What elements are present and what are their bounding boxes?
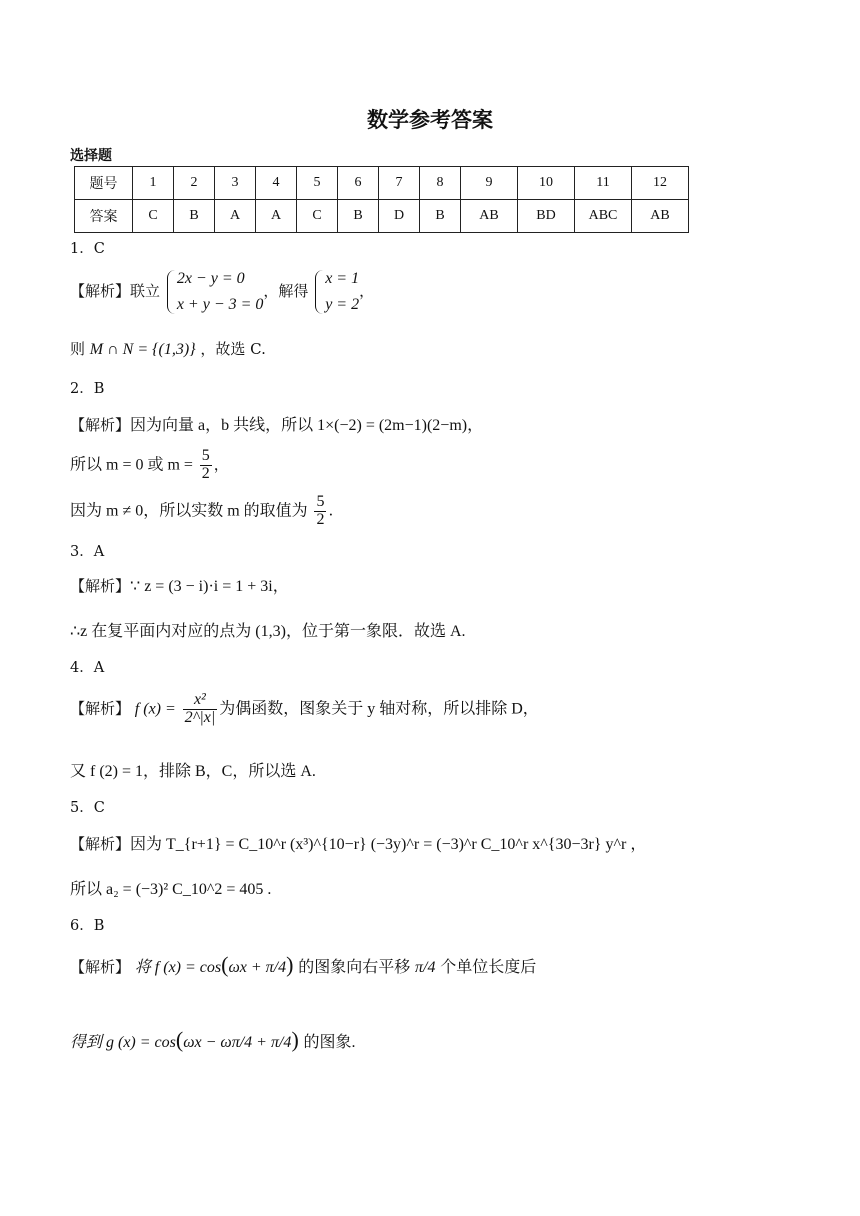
solution-label: 【解析】 bbox=[70, 416, 131, 434]
solution-label: 【解析】 bbox=[70, 835, 131, 853]
solution-system: x = 1 y = 2 bbox=[313, 266, 359, 318]
table-cell-number: 8 bbox=[420, 167, 461, 200]
question-6-heading: 6．B bbox=[70, 918, 105, 934]
table-cell-number: 1 bbox=[133, 167, 174, 200]
math-expression: M ∩ N = {(1,3)} bbox=[89, 341, 196, 358]
table-cell-answer: D bbox=[379, 200, 420, 233]
table-cell-number: 7 bbox=[379, 167, 420, 200]
table-row-answers bbox=[75, 200, 689, 233]
table-cell-answer: AB bbox=[461, 200, 518, 233]
question-3-heading: 3．A bbox=[70, 544, 105, 560]
question-6-solution-line-2: 得到 g (x) = cos(ωx − ωπ/4 + π/4) 的图象. bbox=[70, 1027, 356, 1052]
table-cell-answer: BD bbox=[518, 200, 575, 233]
question-4-solution-line-1: 【解析】 f (x) = $\frac{\text{x²}}{2\^{}|x|}$ 为偶函数，图象关于 y 轴对称，所以排除 D， bbox=[70, 691, 539, 726]
table-cell-number: 12 bbox=[632, 167, 689, 200]
question-4-heading: 4．A bbox=[70, 660, 105, 676]
question-6-solution-line-1: 【解析】 将 f (x) = cos(ωx + π/4) 的图象向右平移 π/4 个单位长度后 bbox=[70, 952, 537, 977]
table-cell-answer: ABC bbox=[575, 200, 632, 233]
fraction: $\frac{5}{2}$ bbox=[316, 493, 325, 528]
question-3-solution-line-1: 【解析】∵ z = (3 − i)·i = 1 + 3i， bbox=[70, 577, 289, 595]
question-5-solution-line-1: 【解析】因为 T_{r+1} = C_10^r (x³)^{10−r} (−3y)^r = (−3)^r C_10^r x^{30−3r} y^r ， bbox=[70, 835, 647, 853]
question-2-heading: 2．B bbox=[70, 381, 105, 397]
question-5-solution-line-2: 所以 a₂ = (−3)² C_10^2 = 405 . bbox=[70, 881, 272, 898]
table-cell-number: 10 bbox=[518, 167, 575, 200]
table-cell-number: 3 bbox=[215, 167, 256, 200]
fraction: $\frac{\text{x²}}{2\^{}|x|}$ bbox=[184, 691, 216, 726]
table-cell-answer: A bbox=[215, 200, 256, 233]
row-header-answer: 答案 bbox=[75, 200, 133, 233]
solution-label: 【解析】 bbox=[70, 699, 131, 718]
table-cell-number: 4 bbox=[256, 167, 297, 200]
table-cell-number: 2 bbox=[174, 167, 215, 200]
page-title: 数学参考答案 bbox=[367, 108, 493, 132]
solution-label: 【解析】 bbox=[70, 958, 131, 976]
question-2-solution-line-1: 【解析】因为向量 a，b 共线，所以 1×(−2) = (2m−1)(2−m)， bbox=[70, 416, 484, 434]
table-cell-number: 9 bbox=[461, 167, 518, 200]
table-cell-answer: B bbox=[338, 200, 379, 233]
question-2-solution-line-3: 因为 m ≠ 0，所以实数 m 的取值为 $\frac{5}{2}$ . bbox=[70, 493, 334, 528]
fraction: $\frac{5}{2}$ bbox=[201, 447, 210, 482]
section-heading: 选择题 bbox=[70, 148, 112, 164]
answer-table bbox=[74, 166, 689, 233]
solution-label: 【解析】 bbox=[70, 282, 131, 300]
table-cell-answer: C bbox=[133, 200, 174, 233]
table-cell-answer: A bbox=[256, 200, 297, 233]
table-cell-answer: B bbox=[420, 200, 461, 233]
equation-system: 2x − y = 0 x + y − 3 = 0 bbox=[165, 266, 264, 318]
row-header-number: 题号 bbox=[75, 167, 133, 200]
question-5-heading: 5．C bbox=[70, 800, 105, 816]
question-1-heading: 1．C bbox=[70, 241, 105, 257]
question-3-solution-line-2: ∴z 在复平面内对应的点为 (1,3)，位于第一象限．故选 A. bbox=[70, 623, 466, 640]
table-cell-number: 5 bbox=[297, 167, 338, 200]
question-1-solution-line-1: 【解析】联立 2x − y = 0 x + y − 3 = 0 ，解得 x = 1 y = 2 ， bbox=[70, 266, 374, 318]
question-2-solution-line-2: 所以 m = 0 或 m = $\frac{5}{2}$ ， bbox=[70, 447, 229, 482]
table-cell-answer: C bbox=[297, 200, 338, 233]
question-1-solution-line-2: 则 M ∩ N = {(1,3)} ，故选 C. bbox=[70, 340, 266, 358]
table-cell-number: 11 bbox=[575, 167, 632, 200]
table-cell-answer: AB bbox=[632, 200, 689, 233]
table-row-numbers bbox=[75, 167, 689, 200]
table-cell-answer: B bbox=[174, 200, 215, 233]
solution-label: 【解析】 bbox=[70, 577, 131, 595]
table-cell-number: 6 bbox=[338, 167, 379, 200]
question-4-solution-line-2: 又 f (2) = 1，排除 B，C，所以选 A. bbox=[70, 763, 316, 780]
